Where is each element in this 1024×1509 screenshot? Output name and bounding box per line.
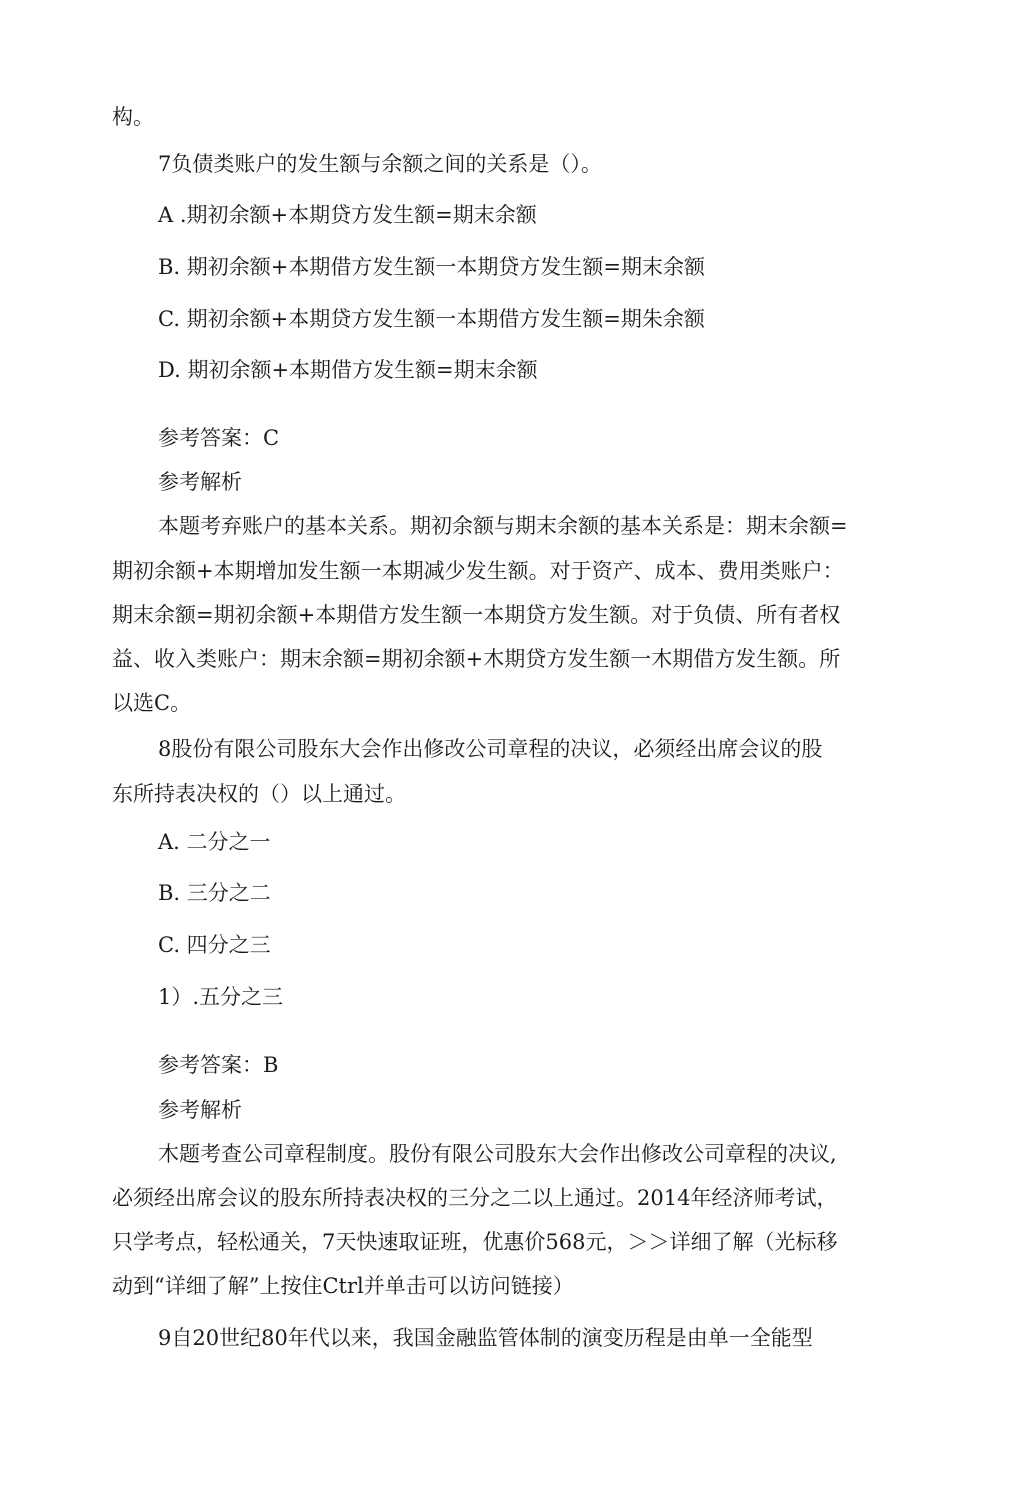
prev-question-tail: 构。	[112, 105, 154, 129]
question-8-analysis-line: 木题考查公司章程制度。股份有限公司股东大会作出修改公司章程的决议,	[158, 1142, 837, 1166]
question-8-option-a: A. 二分之一	[158, 830, 271, 854]
question-7-analysis-line: 益、收入类账户：期末余额=期初余额+木期贷方发生额一木期借方发生额。所	[112, 647, 841, 671]
question-8-stem-line: 东所持表决权的（）以上通过。	[112, 782, 406, 806]
question-8-answer: 参考答案：B	[158, 1053, 279, 1077]
question-7-analysis-line: 期末余额=期初余额+本期借方发生额一本期贷方发生额。对于负债、所有者权	[112, 603, 841, 627]
question-7-analysis-line: 以选C。	[112, 691, 192, 715]
question-9-stem: 9自20世纪80年代以来，我国金融监管体制的演变历程是由单一全能型	[158, 1326, 813, 1350]
question-8-option-c: C. 四分之三	[158, 933, 271, 957]
question-8-analysis-title: 参考解析	[158, 1098, 242, 1122]
question-7-option-c: C. 期初余额+本期贷方发生额一本期借方发生额=期朱余额	[158, 307, 705, 331]
question-8-analysis-line: 必须经出席会议的股东所持表决权的三分之二以上通过。2014年经济师考试，	[112, 1186, 838, 1210]
question-7-option-d: D. 期初余额+本期借方发生额=期末余额	[158, 358, 538, 382]
question-8-analysis-line: 动到“详细了解”上按住Ctrl并单击可以访问链接）	[112, 1274, 574, 1298]
question-8-option-d: 1）.五分之三	[158, 985, 284, 1009]
question-8-analysis-line: 只学考点，轻松通关，7天快速取证班，优惠价568元，＞＞详细了解（光标移	[112, 1230, 838, 1254]
question-7-option-a: A .期初余额+本期贷方发生额=期末余额	[158, 203, 537, 227]
question-7-analysis-title: 参考解析	[158, 470, 242, 494]
question-7-analysis-line: 本题考弃账户的基本关系。期初余额与期末余额的基本关系是：期末余额=	[158, 514, 848, 538]
question-7-stem: 7负债类账户的发生额与余额之间的关系是（）。	[158, 152, 602, 176]
question-8-option-b: B. 三分之二	[158, 881, 271, 905]
question-7-option-b: B. 期初余额+本期借方发生额一本期贷方发生额=期末余额	[158, 255, 705, 279]
question-7-analysis-line: 期初余额+本期增加发生额一本期减少发生额。对于资产、成本、费用类账户：	[112, 559, 844, 583]
question-8-stem-line: 8股份有限公司股东大会作出修改公司章程的决议，必须经出席会议的股	[158, 737, 823, 761]
question-7-answer: 参考答案：C	[158, 426, 280, 450]
